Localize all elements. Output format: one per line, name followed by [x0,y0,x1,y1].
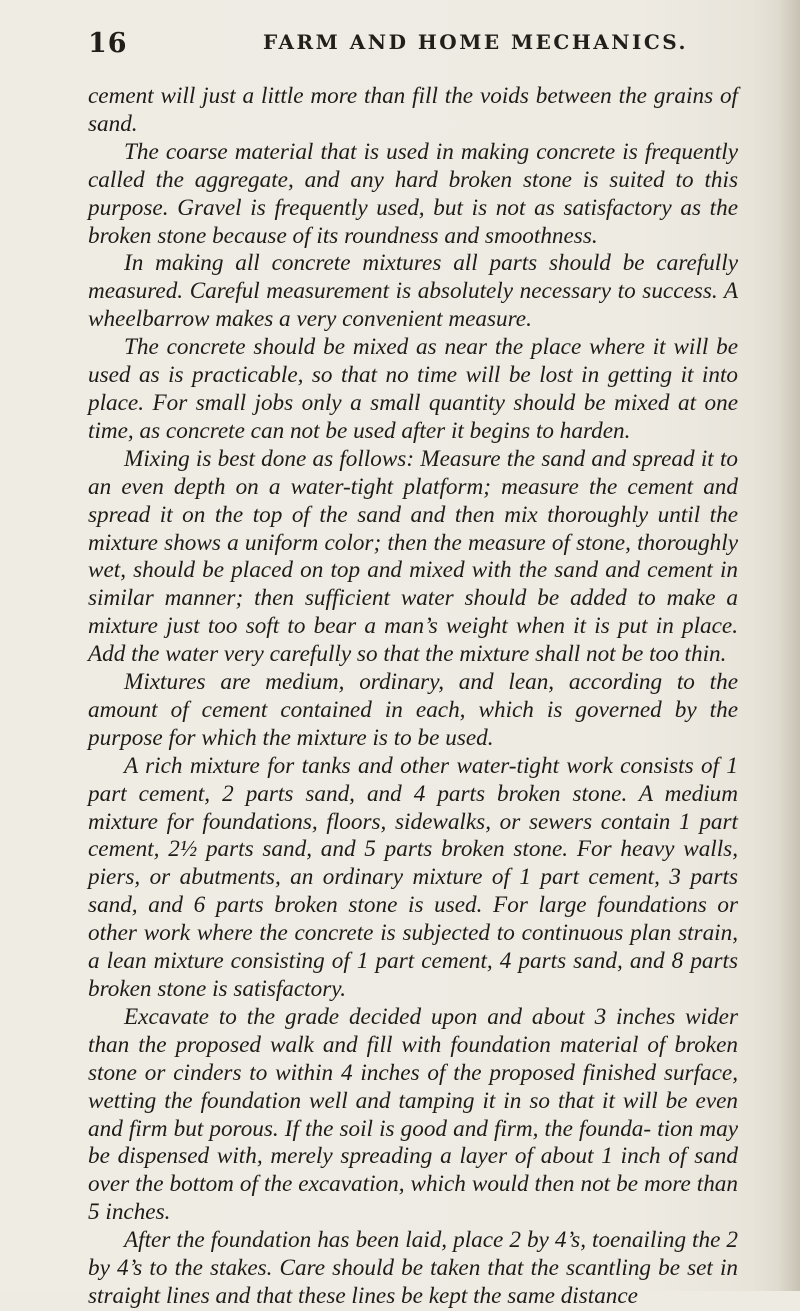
paragraph: In making all concrete mixtures all parts should be carefully measured. Careful measurement is absolutely necessary to success. A wheelbarrow makes a very convenient measure. [88,250,738,333]
paragraph: Mixtures are medium, ordinary, and lean, according to the amount of cement contained in each, which is governed by the purpose for which the mixture is to be used. [88,669,738,751]
paragraph: The coarse material that is used in making concrete is frequently called the aggregate, and any hard broken stone is suited to this purpose. Gravel is frequently used, but is not as satisfactory as the broken stone because of its roundness and smoothness. [88,138,738,249]
body-text [88,83,738,1311]
page-edge-shadow [778,0,800,1291]
page-number: 16 [88,28,128,59]
paragraph: Mixing is best done as follows: Measure the sand and spread it to an even depth on a water-tight platform; measure the cement and spread it on the top of the sand and then mix thoroughly until the mixture shows a uniform color; then the measure of stone, thoroughly wet, should be placed on top and mixed with the sand and cement in similar manner; then sufficient water should be added to make a mixture just too soft to bear a man’s weight when it is put in place. Add the water very carefully so that the mixture shall not be too thin. [88,445,738,668]
running-head: FARM AND HOME MECHANICS. [263,30,688,54]
page-header [88,20,738,60]
paragraph: cement will just a little more than fill the voids between the grains of sand. [88,83,738,137]
paragraph: A rich mixture for tanks and other water-tight work consists of 1 part cement, 2 parts sand, and 4 parts broken stone. A medium mixture for foundations, floors, sidewalks, or sewers contain 1 part cement, 2½ parts sand, and 5 parts broken stone. For heavy walls, piers, or abutments, an ordinary mixture of 1 part cement, 3 parts sand, and 6 parts broken stone is used. For large foundations or other work where the concrete is subjected to continuous plan strain, a lean mixture consisting of 1 part cement, 4 parts sand, and 8 parts broken stone is satisfactory. [88,752,738,1002]
paragraph: The concrete should be mixed as near the place where it will be used as is practicable, so that no time will be lost in getting it into place. For small jobs only a small quantity should be mixed at one time, as concrete can not be used after it begins to harden. [88,334,738,444]
paragraph: Excavate to the grade decided upon and about 3 inches wider than the proposed walk and fill with foundation material of broken stone or cinders to within 4 inches of the proposed finished surface, wetting the foundation well and tamping it in so that it will be even and firm but porous. If the soil is good and firm, the founda- tion may be dispensed with, merely spreading a layer of about 1 inch of sand over the bottom of the excavation, which would then not be more than 5 inches. [88,1003,738,1226]
paragraph: After the foundation has been laid, place 2 by 4’s, toenailing the 2 by 4’s to the stakes. Care should be taken that the scantling be set in straight lines and that these lines be kept the same distance [88,1227,738,1309]
